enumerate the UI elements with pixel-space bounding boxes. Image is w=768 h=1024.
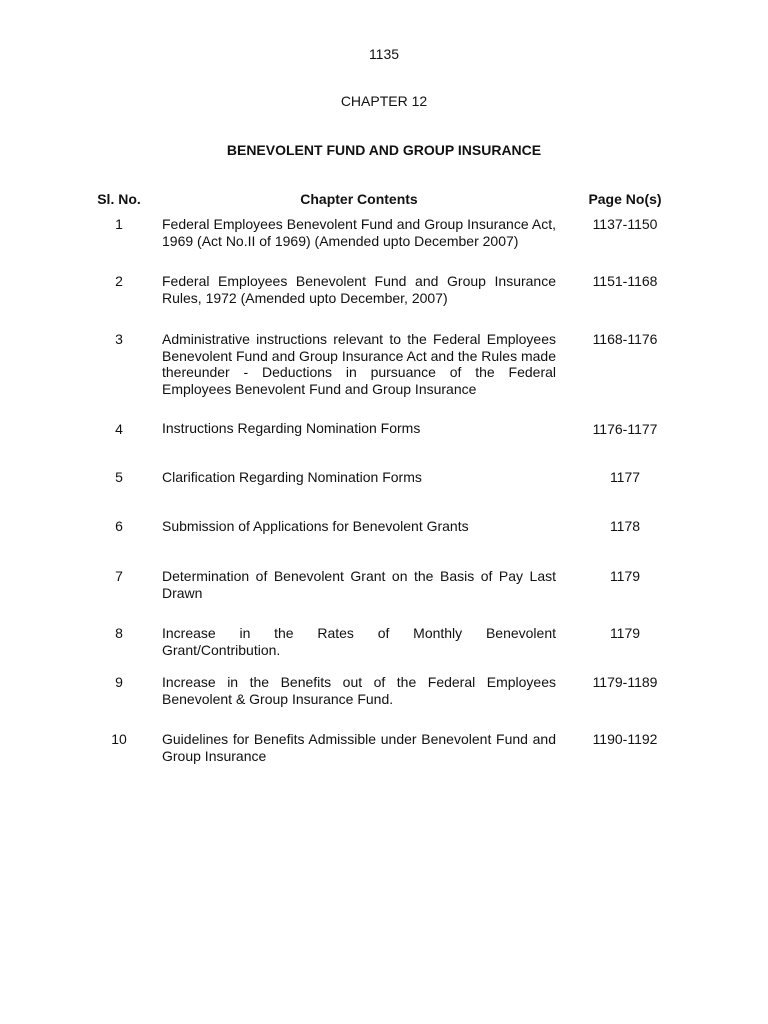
row-sl-no: 2 [115,273,123,289]
row-pages: 1177 [609,469,641,485]
row-contents: Federal Employees Benevolent Fund and Group Insurance Rules, 1972 (Amended upto December, 2007) [162,273,556,306]
row-contents: Clarification Regarding Nomination Forms [162,469,422,485]
row-sl-no: 4 [115,421,123,437]
row-sl-no: 9 [115,674,123,690]
chapter-label: CHAPTER 12 [340,93,428,109]
row-pages: 1168-1176 [592,331,658,347]
header-sl-no: Sl. No. [97,191,141,207]
row-contents: Increase in the Rates of Monthly Benevolent Grant/Contribution. [162,625,556,658]
page-number: 1135 [368,46,400,62]
row-pages: 1179 [609,625,641,641]
row-pages: 1179 [609,568,641,584]
row-sl-no: 8 [115,625,123,641]
row-sl-no: 5 [115,469,123,485]
row-contents: Submission of Applications for Benevolent Grants [162,518,469,534]
row-contents: Determination of Benevolent Grant on the Basis of Pay Last Drawn [162,568,556,601]
row-pages: 1137-1150 [592,216,658,232]
row-pages: 1190-1192 [592,731,658,747]
chapter-title: BENEVOLENT FUND AND GROUP INSURANCE [226,142,542,158]
row-pages: 1178 [609,518,641,534]
row-pages: 1179-1189 [592,674,658,690]
row-sl-no: 6 [115,518,123,534]
row-sl-no: 7 [115,568,123,584]
row-contents: Administrative instructions relevant to the Federal Employees Benevolent Fund and Group Insurance Act and the Rules made thereunder - Deductions in pursuance of the Federal Employees Benevolent Fund and Group Insurance [162,331,556,397]
header-chapter-contents: Chapter Contents [300,191,418,207]
row-sl-no: 1 [115,216,123,232]
row-pages: 1151-1168 [592,273,658,289]
row-contents: Increase in the Benefits out of the Federal Employees Benevolent & Group Insurance Fund. [162,674,556,707]
row-contents: Federal Employees Benevolent Fund and Group Insurance Act, 1969 (Act No.II of 1969) (Amended upto December 2007) [162,216,556,249]
header-page-numbers: Page No(s) [588,191,662,207]
row-pages: 1176-1177 [592,421,658,437]
row-contents: Instructions Regarding Nomination Forms [162,420,421,436]
row-sl-no: 10 [111,731,127,747]
row-sl-no: 3 [115,331,123,347]
row-contents: Guidelines for Benefits Admissible under Benevolent Fund and Group Insurance [162,731,556,764]
